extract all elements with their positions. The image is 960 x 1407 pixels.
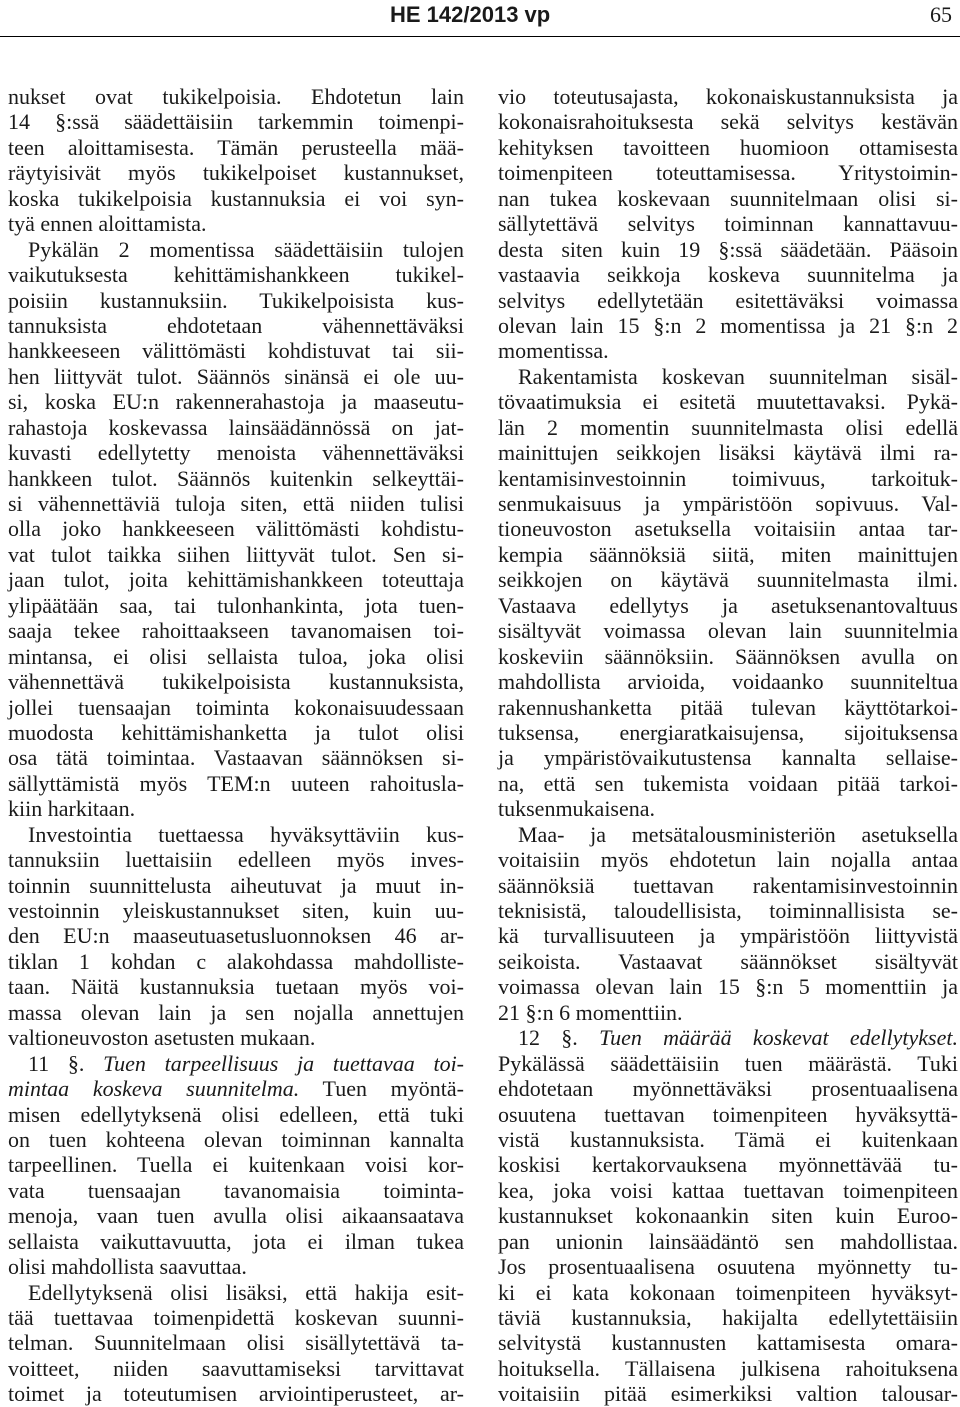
text-line: osa tätä toimintaa. Vastaavan säännöksen si- (8, 745, 464, 771)
text-line: menoja, vaan tuen avulla olisi aikaansaatava (8, 1203, 464, 1229)
text-line: taan. Näitä kustannuksia tuetaan myös voi- (8, 974, 464, 1000)
section-heading-line (8, 1076, 464, 1101)
text-line: kea, joka voisi kattaa tuettavan toimenpiteen (498, 1177, 958, 1203)
section-number: 11 §. (28, 1050, 104, 1076)
document-id: HE 142/2013 vp (390, 2, 551, 27)
text-line: Pykälässä säädettäisiin tuen määrästä. Tuki (498, 1050, 958, 1076)
text-line: tioneuvoston asetuksella voitaisiin antaa tar- (498, 516, 958, 542)
header-rule (0, 36, 960, 37)
text-line: Investointia tuettaessa hyväksyttäviin kus- (28, 821, 464, 847)
text-line: kehityksen tavoitteen huomioon ottamisesta (498, 134, 958, 160)
text-line: sellaista vaikuttavuutta, jota ei ilman tukea (8, 1228, 464, 1254)
text-line: tannuksista ehdotetaan vähennettäväksi (8, 312, 464, 338)
text-line: momentissa. (498, 338, 609, 364)
text-line: tyä ennen aloittamista. (8, 211, 207, 237)
text-line: senmukaisuus ja ympäristöön sopivuus. Val- (498, 491, 958, 516)
text-line: na, että sen tukemista voidaan pitää tarkoi- (498, 770, 958, 796)
text-line: nan tukea koskevaan suunnitelmaan olisi si- (498, 185, 958, 211)
text-line: voimassa olevan lain 15 §:n 5 momenttiin ja (498, 974, 958, 1000)
text-line: voitaisiin myös ehdotetun lain nojalla antaa (498, 847, 958, 873)
text-line: vata tuensaajan tavanomaisia toiminta- (8, 1177, 464, 1203)
text-line: tövaatimuksia ei esitetä muutettavaksi. Pykä- (498, 389, 958, 415)
text-line: tuksenmukaisena. (498, 796, 656, 822)
text-line: koskisi kertakorvauksena myönnettävää tu- (498, 1152, 958, 1178)
text-line: mintansa, ei olisi sellaista tuloa, joka olisi (8, 643, 464, 669)
text-line: hankkeeseen välittömästi kohdistuvat tai sii- (8, 338, 464, 364)
text-line: selvitys edellytetään esitettäväksi voimassa (498, 287, 958, 313)
text-line: hoituksella. Tällaisena julkisena rahoituksena (498, 1355, 958, 1381)
text-line: säännöksiä tuettavan rakentamisinvestoinnin (498, 872, 958, 898)
text-line: Edellytyksenä olisi lisäksi, että hakija esit- (28, 1279, 464, 1305)
text-line: si vähennettäviä tuloja siten, että niiden tulisi (8, 491, 464, 516)
text-line: massa olevan lain ja sen nojalla annettujen (8, 999, 464, 1025)
text-line: vio toteutusajasta, kokonaiskustannuksista ja (498, 84, 958, 109)
section-heading-line (498, 1025, 958, 1050)
text-line: poisiin kustannuksiin. Tukikelpoisista kus- (8, 287, 464, 313)
text-line: län 2 momentin suunnitelmasta olisi edellä (498, 414, 958, 440)
text-line: toinnin suunnittelusta aiheutuvat ja muut in- (8, 872, 464, 898)
text-line: tarpeellinen. Tuella ei kuitenkaan voisi kor- (8, 1152, 464, 1178)
text-line: jaan tulot, joita kehittämishankkeen toteuttaja (8, 567, 464, 593)
text-line: osuutena tuettavan toimenpiteen hyväksyttä- (498, 1101, 958, 1127)
text-line: voitaisiin pitää esimerkiksi valtion talousar- (498, 1381, 958, 1407)
text-line: vähennettävä tukikelpoisista kustannuksista, (8, 669, 464, 695)
text-line: olla joko hankkeeseen välittömästi kohdistu- (8, 516, 464, 542)
text-line: si, koska EU:n rakennerahastoja ja maaseutu- (8, 389, 464, 415)
text-line: selvitystä kustannusten kattamisesta omara- (498, 1330, 958, 1356)
text-line: seikoista. Vastaavat säännökset sisältyvät (498, 948, 958, 974)
text-line: rahastoja koskevassa lainsäädännössä on jat- (8, 414, 464, 440)
text-line: sällyttämistä myös TEM:n uuteen rahoitusla- (8, 770, 464, 796)
text-line: mainittujen seikkojen lisäksi käytävä ilmi ra- (498, 440, 958, 466)
section-heading-line (8, 1051, 464, 1076)
text-line: 21 §:n 6 momenttiin. (498, 999, 683, 1025)
text-line: ki ei kata kokonaan toimenpiteen hyväksyt- (498, 1279, 958, 1305)
section-title: mintaa koskeva suunnitelma. (8, 1076, 300, 1102)
text-line: teknisistä, taloudellisista, toiminnallisista se- (498, 898, 958, 923)
text-line: den EU:n maaseutuasetusluonnoksen 46 ar- (8, 923, 464, 949)
text-line: saaja tekee rahoittaakseen tavanomaisen toi- (8, 618, 464, 644)
text-line: nukset ovat tukikelpoisia. Ehdotetun lain (8, 84, 464, 109)
text-line: vestoinnin yleiskustannukset siten, kuin uu- (8, 898, 464, 923)
text-line: vastaavia seikkoja koskeva suunnitelma ja (498, 262, 958, 288)
text-line: kuvasti edellytetty menoista vähennettäväksi (8, 440, 464, 466)
right-column (498, 84, 958, 1407)
text-line: Rakentamista koskevan suunnitelman sisäl- (518, 363, 958, 389)
page-number: 65 (930, 2, 952, 27)
text-line: ylipäätään saa, tai tulonhankinta, jota tuen- (8, 592, 464, 618)
text-line: valtioneuvoston asetusten mukaan. (8, 1025, 316, 1051)
text-line: sällytettävä selvitys toiminnan kannattavuu- (498, 211, 958, 237)
text-line: ehdotetaan myönnettäväksi prosentuaalisena (498, 1076, 958, 1102)
text-line: sisältyvät voimassa olevan lain suunnitelmia (498, 618, 958, 644)
body-text: Tuen myöntä- (299, 1076, 464, 1102)
text-line: vaikutuksesta kehittämishankkeen tukikel- (8, 262, 464, 288)
text-line: muodosta kehittämishanketta ja tulot olisi (8, 719, 464, 745)
text-line: kentamisinvestoinnin toimivuus, tarkoituk- (498, 465, 958, 491)
text-line: täviä kustannuksia, hakijalta edellytettäisiin (498, 1305, 958, 1330)
text-line: hen liittyvät tulot. Säännös sinänsä ei ole uu- (8, 363, 464, 389)
text-line: koska tukikelpoisia kustannuksia ei voi syn- (8, 185, 464, 211)
left-column (8, 84, 464, 1407)
text-line: vistä kustannuksista. Tämä ei kuitenkaan (498, 1126, 958, 1152)
text-line: kokonaisrahoituksesta sekä selvitys kestävän (498, 109, 958, 135)
text-line: Jos prosentuaalisena osuutena myönnetty tu- (498, 1254, 958, 1280)
text-line: kiin harkitaan. (8, 796, 136, 822)
text-line: desta siten kuin 19 §:ssä säädetään. Pääsoin (498, 236, 958, 262)
text-line: ja ympäristövaikutustensa kannalta sellaise- (498, 745, 958, 771)
text-line: voitteet, niiden saavuttamiseksi tarvittavat (8, 1355, 464, 1381)
text-line: koskeviin säännöksiin. Säännöksen avulla on (498, 643, 958, 669)
section-number: 12 §. (518, 1025, 600, 1051)
text-line: kä turvallisuuteen ja ympäristöön liittyvistä (498, 923, 958, 949)
text-line: vat tulot taikka siihen liittyvät tulot. Sen si- (8, 541, 464, 567)
text-line: toimenpiteen toteuttamisessa. Yritystoimin- (498, 160, 958, 186)
section-title: Tuen määrää koskevat edellytykset. (599, 1025, 958, 1051)
text-line: rakennushanketta pitää tulevan käyttötarkoi- (498, 694, 958, 720)
text-line: kustannukset kokonaankin siten kuin Euroo- (498, 1203, 958, 1229)
text-line: misen edellytyksenä olisi edelleen, että tuki (8, 1101, 464, 1127)
text-line: olevan lain 15 §:n 2 momentissa ja 21 §:n 2 (498, 312, 958, 338)
text-line: räytyisivät myös tukikelpoiset kustannukset, (8, 160, 464, 186)
text-line: toimet ja toteutumisen arviointiperusteet, ar- (8, 1381, 464, 1407)
text-line: Vastaava edellytys ja asetuksenantovaltuus (498, 592, 958, 618)
text-line: jollei tuensaajan toiminta kokonaisuudessaan (8, 694, 464, 720)
page-header (0, 0, 960, 40)
text-line: teen aloittamisesta. Tämän perusteella mää- (8, 134, 464, 160)
text-line: mahdollista arvioida, voidaanko suunniteltua (498, 669, 958, 695)
text-line: telman. Suunnitelmaan olisi sisällytettävä ta- (8, 1330, 464, 1356)
text-line: olisi mahdollista saavuttaa. (8, 1254, 247, 1280)
text-line: tää tuettavaa toimenpidettä koskevan suunni- (8, 1305, 464, 1330)
text-line: seikkojen on käytävä suunnitelmasta ilmi. (498, 567, 958, 593)
text-line: pan unionin lainsäädäntö sen mahdollistaa. (498, 1228, 958, 1254)
text-line: 14 §:ssä säädettäisiin tarkemmin toimenpi- (8, 109, 464, 135)
text-line: hankkeen tulot. Säännös kuitenkin selkeyttäi- (8, 465, 464, 491)
text-line: tiklan 1 kohdan c alakohdassa mahdolliste- (8, 948, 464, 974)
text-line: tuksensa, energiaratkaisujensa, sijoituksensa (498, 719, 958, 745)
text-line: kempia säännöksiä siitä, miten mainittujen (498, 541, 958, 567)
section-title: Tuen tarpeellisuus ja tuettavaa toi- (103, 1050, 465, 1076)
text-line: Maa- ja metsätalousministeriön asetuksella (518, 821, 958, 847)
text-line: tannuksiin luettaisiin edelleen myös inves- (8, 847, 464, 873)
text-line: on tuen kohteena olevan toiminnan kannalta (8, 1126, 464, 1152)
text-line: Pykälän 2 momentissa säädettäisiin tulojen (28, 236, 464, 262)
